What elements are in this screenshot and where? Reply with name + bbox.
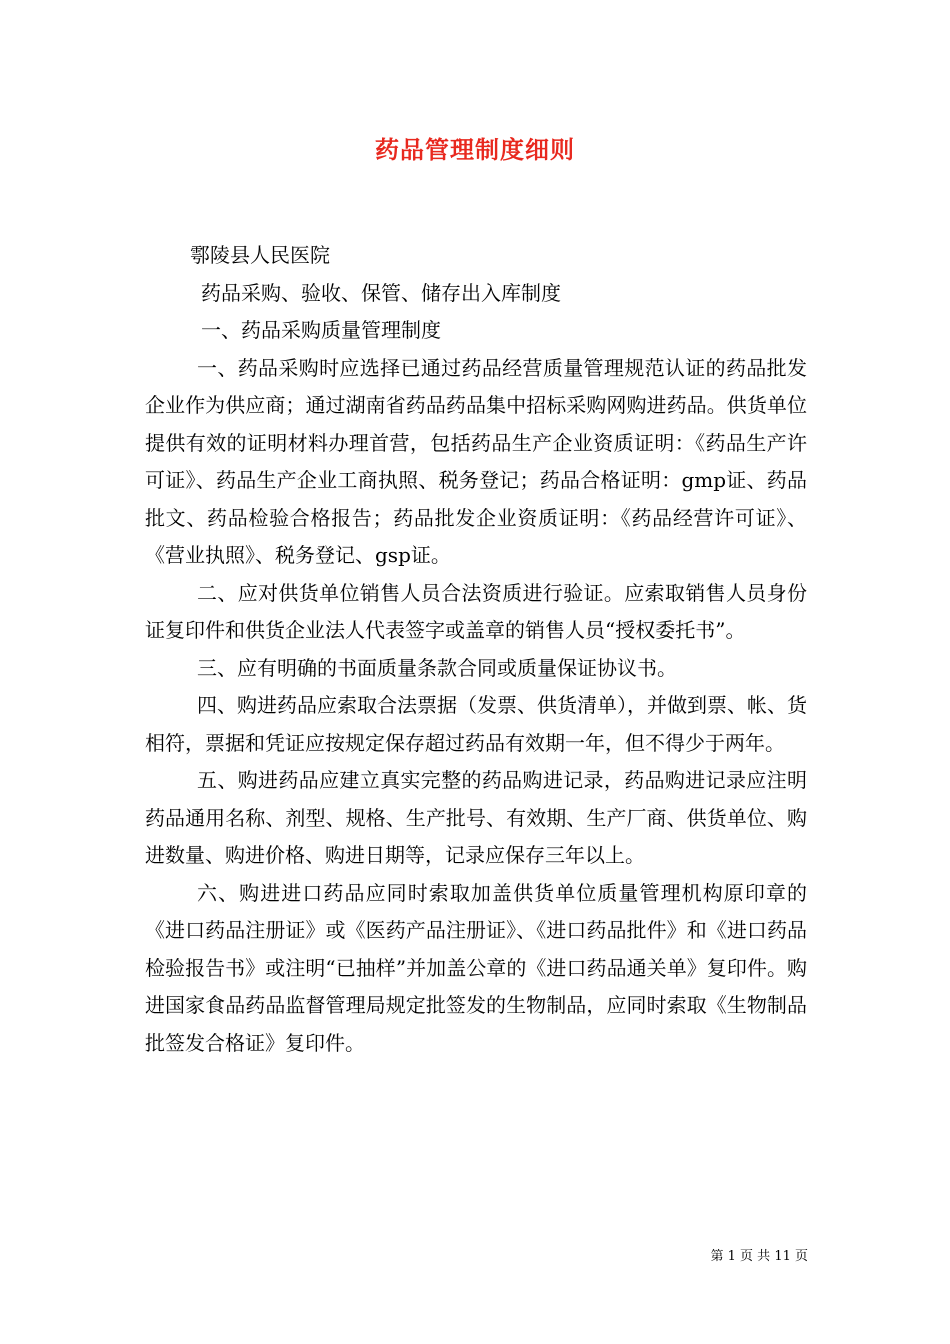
section-title: 药品采购、验收、保管、储存出入库制度 [201, 280, 561, 305]
paragraph-5: 五、购进药品应建立真实完整的药品购进记录，药品购进记录应注明药品通用名称、剂型、规格、生产批号、有效期、生产厂商、供货单位、购进数量、购进价格、购进日期等，记录应保存三年以上。 [145, 768, 807, 867]
document-title: 药品管理制度细则 [375, 135, 575, 164]
page-number: 第 1 页 共 11 页 [710, 1249, 808, 1264]
paragraph-4: 四、购进药品应索取合法票据（发票、供货清单），并做到票、帐、货相符，票据和凭证应按规定保存超过药品有效期一年，但不得少于两年。 [145, 693, 807, 755]
paragraph-1: 一、药品采购时应选择已通过药品经营质量管理规范认证的药品批发企业作为供应商；通过湖南省药品药品集中招标采购网购进药品。供货单位提供有效的证明材料办理首营，包括药品生产企业资质证明：《药品生产许可证》、药品生产企业工商执照、税务登记；药品合格证明：gmp证、药品批文、药品检验合格报告；药品批发企业资质证明：《药品经营许可证》、《营业执照》、税务登记、gsp证。 [145, 355, 807, 567]
hospital-name: 鄠陵县人民医院 [190, 243, 330, 267]
paragraph-6: 六、购进进口药品应同时索取加盖供货单位质量管理机构原印章的《进口药品注册证》或《医药产品注册证》、《进口药品批件》和《进口药品检验报告书》或注明“已抽样”并加盖公章的《进口药品通关单》复印件。购进国家食品药品监督管理局规定批签发的生物制品，应同时索取《生物制品批签发合格证》复印件。 [145, 880, 807, 1055]
paragraph-3: 三、应有明确的书面质量条款合同或质量保证协议书。 [197, 655, 677, 680]
paragraph-2: 二、应对供货单位销售人员合法资质进行验证。应索取销售人员身份证复印件和供货企业法人代表签字或盖章的销售人员“授权委托书”。 [145, 580, 807, 642]
document-body [145, 237, 807, 1062]
subsection-title: 一、药品采购质量管理制度 [201, 318, 441, 342]
